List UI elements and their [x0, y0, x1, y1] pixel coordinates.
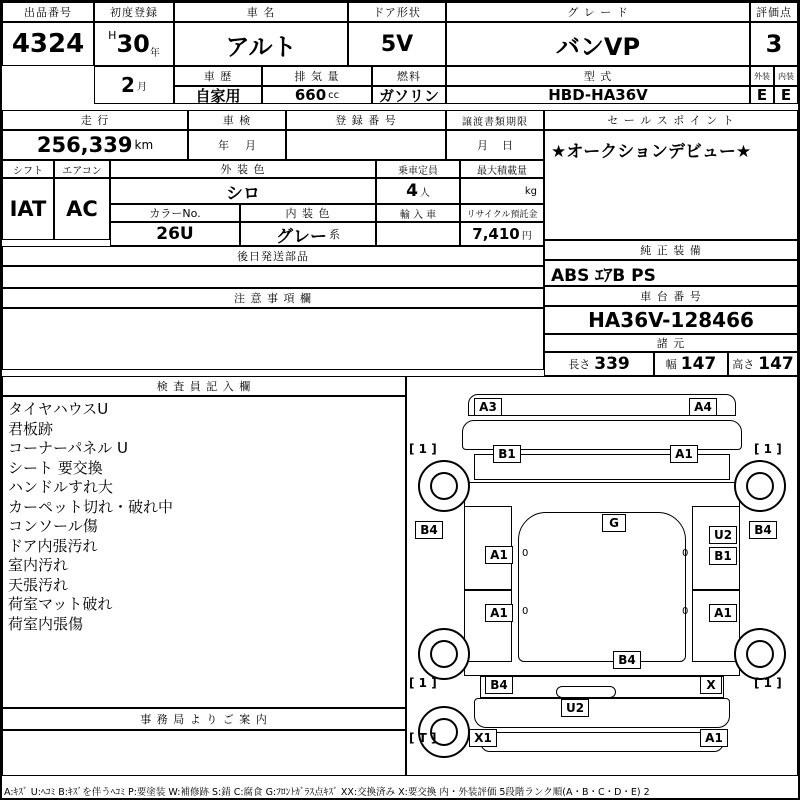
shift-value: IAT — [2, 178, 54, 240]
rear-bumper — [480, 732, 724, 752]
list-item: タイヤハウスU — [8, 400, 109, 418]
tire-mark: [ 1 ] — [409, 676, 437, 690]
transfer-deadline-label: 譲渡書類期限 — [446, 110, 544, 130]
damage-tag: B4 — [613, 651, 641, 669]
seats-value: 4 人 — [376, 178, 460, 204]
later-parts-label: 後日発送部品 — [2, 246, 544, 266]
displacement-label: 排 気 量 — [262, 66, 372, 86]
max-load-value — [460, 178, 544, 204]
height-value: 147 — [758, 354, 794, 374]
front-right-wheel-hub — [746, 472, 774, 500]
recycle-unit: 円 — [521, 230, 532, 242]
lot-no-label: 出品番号 — [2, 2, 94, 22]
reg-month-unit: 月 — [136, 81, 147, 93]
grade-value: バンVP — [446, 22, 750, 66]
damage-tag: U2 — [709, 526, 737, 544]
inspector-title: 検 査 員 記 入 欄 — [2, 376, 406, 396]
rear-left-wheel-hub — [430, 640, 458, 668]
door-shape-label: ドア形状 — [348, 2, 446, 22]
recycle-value: 7,410 円 — [460, 222, 544, 246]
list-item: 荷室マット破れ — [8, 595, 113, 613]
roof — [518, 512, 689, 662]
damage-tag: X1 — [469, 729, 497, 747]
rear-right-wheel — [734, 628, 786, 680]
list-item: コーナーパネル U — [8, 439, 128, 457]
chassis-no-label: 車 台 番 号 — [544, 286, 798, 306]
damage-tag: A1 — [485, 546, 513, 564]
fuel-value: ガソリン — [372, 86, 446, 104]
mileage-label: 走 行 — [2, 110, 188, 130]
door-shape-value: 5V — [348, 22, 446, 66]
damage-tag: X — [700, 676, 722, 694]
reg-year: 30 — [116, 30, 150, 58]
width-cell — [654, 352, 728, 376]
damage-tag: A1 — [709, 604, 737, 622]
height-label: 高さ — [732, 358, 755, 371]
ac-label: エアコン — [54, 160, 110, 178]
damage-tag: A1 — [700, 729, 728, 747]
damage-tag: A1 — [670, 445, 698, 463]
damage-diagram — [406, 376, 798, 776]
ac-value: AC — [54, 178, 110, 240]
left-rear-door — [464, 590, 512, 662]
tire-mark: [ 1 ] — [754, 676, 782, 690]
zero-mark: 0 — [522, 606, 529, 617]
shaken-year-unit: 年 — [218, 139, 229, 152]
width-value: 147 — [680, 354, 717, 374]
interior-grade-label: 内装 — [774, 66, 798, 86]
damage-tag: B1 — [493, 445, 521, 463]
chassis-no-value: HA36V-128466 — [544, 306, 798, 334]
exterior-grade-label: 外装 — [750, 66, 774, 86]
reg-no-label: 登 録 番 号 — [286, 110, 446, 130]
damage-tag: G — [602, 514, 626, 532]
history-label: 車 歴 — [174, 66, 262, 86]
front-right-wheel — [734, 460, 786, 512]
right-rear-door — [692, 590, 740, 662]
length-cell — [544, 352, 654, 376]
shift-label: シフト — [2, 160, 54, 178]
history-value: 自家用 — [174, 86, 262, 104]
damage-tag: A4 — [689, 398, 717, 416]
color-no-label: カラーNo. — [110, 204, 240, 222]
max-load-label: 最大積載量 — [460, 160, 544, 178]
zero-mark: 0 — [682, 548, 689, 559]
width-label: 幅 — [665, 358, 677, 371]
seats-unit: 人 — [419, 187, 430, 199]
reg-month: 2 — [121, 73, 135, 97]
mileage-value: 256,339 km — [2, 130, 188, 160]
car-name-value: アルト — [174, 22, 348, 66]
tire-mark: [ 1 ] — [754, 442, 782, 456]
shaken-month-unit: 月 — [245, 139, 256, 152]
office-notice-title: 事 務 局 よ り ご 案 内 — [2, 708, 406, 730]
shaken-value — [188, 130, 286, 160]
later-parts-value — [2, 266, 544, 288]
front-left-wheel-hub — [430, 472, 458, 500]
shaken-label: 車 検 — [188, 110, 286, 130]
car-name-label: 車 名 — [174, 2, 348, 22]
rear-right-wheel-hub — [746, 640, 774, 668]
list-item: ハンドルすれ大 — [8, 478, 114, 496]
import-value — [376, 222, 460, 246]
int-color-suffix: 系 — [329, 228, 340, 241]
front-left-wheel — [418, 460, 470, 512]
sales-point-value: ★オークションデビュー★ — [544, 130, 798, 240]
rating-label: 評価点 — [750, 2, 798, 22]
reg-year-unit: 年 — [149, 48, 160, 59]
list-item: カーペット切れ・破れ中 — [8, 497, 174, 516]
grade-label: グ レ ー ド — [446, 2, 750, 22]
list-item: コンソール傷 — [8, 517, 98, 535]
reg-no-value — [286, 130, 446, 160]
transfer-month-unit: 月 — [477, 139, 488, 152]
first-reg-label: 初度登録 — [94, 2, 174, 22]
genuine-equipment-label: 純 正 装 備 — [544, 240, 798, 260]
fuel-label: 燃料 — [372, 66, 446, 86]
damage-tag: A3 — [474, 398, 502, 416]
list-item: 荷室内張傷 — [8, 614, 84, 633]
damage-tag: B4 — [485, 676, 513, 694]
notes-value — [2, 308, 544, 370]
rating-value: 3 — [750, 22, 798, 66]
length-value: 339 — [594, 354, 630, 374]
trunk-lid — [474, 698, 730, 728]
era-label: H — [108, 29, 117, 42]
zero-mark: 0 — [522, 548, 529, 559]
displacement-unit: cc — [328, 89, 340, 101]
notes-label: 注 意 事 項 欄 — [2, 288, 544, 308]
max-load-unit: kg — [524, 185, 537, 197]
sales-point-label: セ ー ル ス ポ イ ン ト — [544, 110, 798, 130]
genuine-equipment-value: ABS ｴｱB PS — [544, 260, 798, 286]
model-code-label: 型 式 — [446, 66, 750, 86]
transfer-deadline-value — [446, 130, 544, 160]
list-item: 室内汚れ — [8, 556, 69, 574]
mileage-unit: km — [134, 138, 154, 152]
int-color-value: グレー 系 — [240, 222, 376, 246]
exterior-grade-value: E — [750, 86, 774, 104]
recycle-label: リサイクル預託金 — [460, 204, 544, 222]
displacement-value: 660 cc — [262, 86, 372, 104]
color-no-value: 26U — [110, 222, 240, 246]
office-notice-body — [2, 730, 406, 776]
ext-color-label: 外 装 色 — [110, 160, 376, 178]
rear-left-wheel — [418, 628, 470, 680]
inspector-items — [8, 400, 400, 634]
damage-tag: B4 — [749, 521, 777, 539]
seats-label: 乗車定員 — [376, 160, 460, 178]
list-item: ドア内張汚れ — [8, 536, 98, 555]
tire-mark: [ T ] — [409, 731, 437, 745]
reg-month-value — [94, 66, 174, 104]
first-reg-value — [94, 22, 174, 66]
damage-tag: B1 — [709, 547, 737, 565]
damage-tag: A1 — [485, 604, 513, 622]
damage-tag: U2 — [561, 699, 589, 717]
dimension-label: 諸 元 — [544, 334, 798, 352]
list-item: 君板跡 — [8, 419, 54, 438]
model-code-value: HBD-HA36V — [446, 86, 750, 104]
legend-footer: A:ｷｽﾞ U:ﾍｺﾐ B:ｷｽﾞを伴うﾍｺﾐ P:要塗装 W:補修跡 S:錆 C:腐食 G:ﾌﾛﾝﾄｶﾞﾗｽ点ｷｽﾞ XX:交換済み X:要交換 内・外装評価 5段階ランク順(A・B・C・D・E) 2 — [4, 787, 650, 798]
interior-grade-value: E — [774, 86, 798, 104]
transfer-day-unit: 日 — [502, 139, 513, 152]
height-cell — [728, 352, 798, 376]
ext-color-value: シロ — [110, 178, 376, 204]
list-item: 天張汚れ — [8, 575, 69, 594]
rear-center-plate — [556, 686, 616, 698]
lot-no-value: 4324 — [2, 22, 94, 66]
length-label: 長さ — [568, 358, 591, 371]
import-label: 輸 入 車 — [376, 204, 460, 222]
int-color-label: 内 装 色 — [240, 204, 376, 222]
tire-mark: [ 1 ] — [409, 442, 437, 456]
list-item: シート 要交換 — [8, 458, 103, 477]
zero-mark: 0 — [682, 606, 689, 617]
damage-tag: B4 — [415, 521, 443, 539]
